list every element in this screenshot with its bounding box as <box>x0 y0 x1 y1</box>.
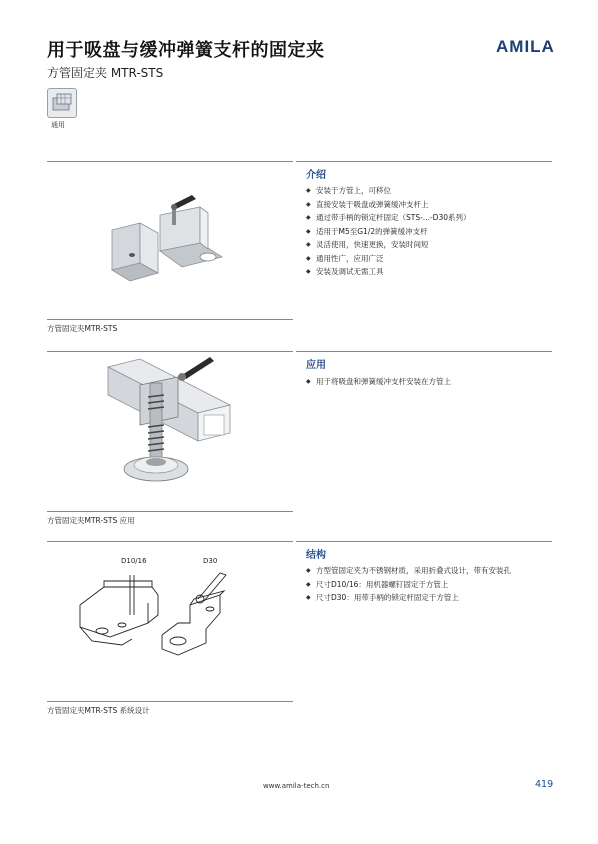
application-photo <box>100 357 240 507</box>
footer-url: www.amila-tech.cn <box>263 782 330 790</box>
list-item: ◆ 灵活使用，快速更换，安装时间短 <box>306 240 429 249</box>
page-title: 用于吸盘与缓冲弹簧支杆的固定夹 <box>47 40 325 61</box>
list-item: ◆ 通用性广，应用广泛 <box>306 253 384 263</box>
structure-bullet-list <box>306 564 511 605</box>
list-item: ◆ 方型管固定夹为不锈钢材质，采用折叠式设计，带有安装孔 <box>306 566 511 575</box>
figure-caption: 方管固定夹MTR-STS 应用 <box>47 516 135 525</box>
application-bullet-list <box>306 375 451 389</box>
brand-logo: AMILA <box>496 37 555 56</box>
list-item: ◆ 安装于方管上，可移位 <box>306 186 391 195</box>
caption-divider <box>47 701 293 702</box>
section-divider <box>47 541 293 542</box>
figure-caption: 方管固定夹MTR-STS <box>47 324 118 333</box>
section-divider <box>296 541 552 542</box>
list-item: ◆ 直接安装于吸盘或弹簧缓冲支杆上 <box>306 199 429 209</box>
section-heading-application: 应用 <box>306 360 326 371</box>
page-subtitle: 方管固定夹 MTR-STS <box>47 66 164 80</box>
system-design-drawing <box>70 565 250 660</box>
list-item: ◆ 用于将吸盘和弹簧缓冲支杆安装在方管上 <box>306 377 451 386</box>
drawing-label-d30: D30 <box>203 557 218 565</box>
section-divider <box>296 351 552 352</box>
list-item: ◆ 适用于M5至G1/2的弹簧缓冲支杆 <box>306 226 428 236</box>
badge-label: 通用 <box>51 121 65 129</box>
figure-caption: 方管固定夹MTR-STS 系统设计 <box>47 706 150 715</box>
list-item: ◆ 尺寸D30：用带手柄的锁定杆固定于方管上 <box>306 593 459 602</box>
product-photo <box>100 185 240 295</box>
section-heading-structure: 结构 <box>306 550 326 561</box>
list-item: ◆ 安装及调试无需工具 <box>306 267 384 276</box>
caption-divider <box>47 319 293 320</box>
intro-bullet-list <box>306 184 471 279</box>
list-item: ◆ 尺寸D10/16：用机器螺钉固定于方管上 <box>306 579 449 589</box>
drawing-label-d10-16: D10/16 <box>121 557 147 565</box>
page-number: 419 <box>535 779 554 790</box>
section-divider <box>47 161 293 162</box>
caption-divider <box>47 511 293 512</box>
section-heading-intro: 介绍 <box>306 170 326 181</box>
list-item: ◆ 通过带手柄的锁定杆固定（STS-...-D30系列） <box>306 213 471 222</box>
generic-parts-icon <box>47 88 77 118</box>
section-divider <box>47 351 293 352</box>
section-divider <box>296 161 552 162</box>
